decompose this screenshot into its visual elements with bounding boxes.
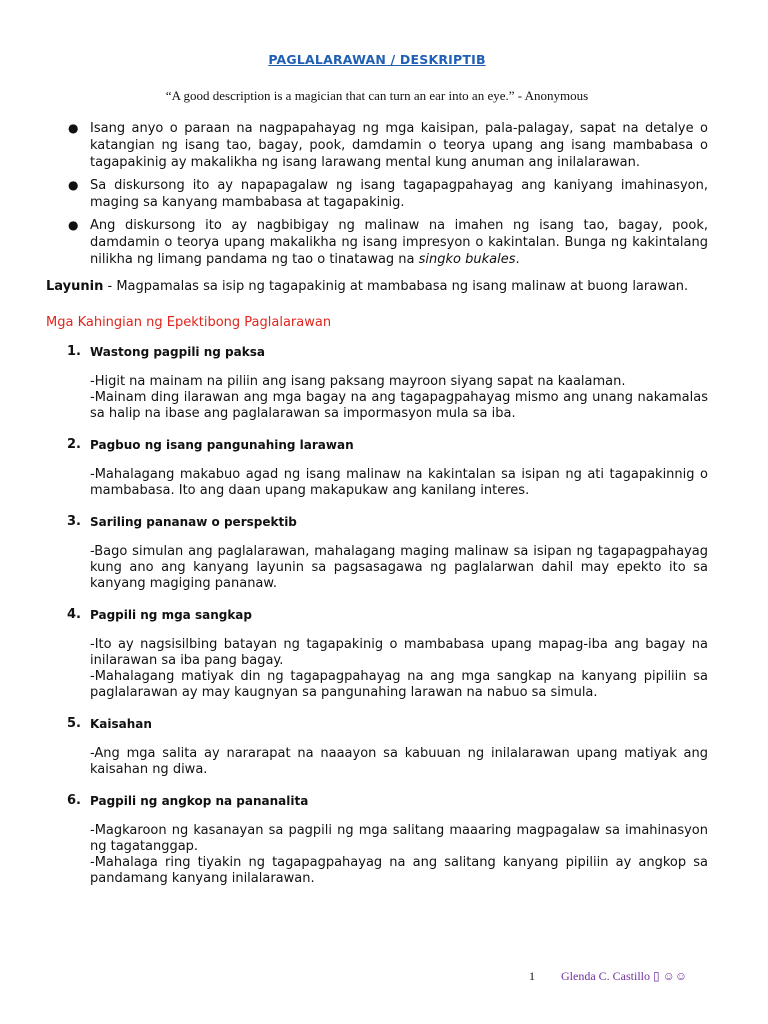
bullet-text: Ang diskursong ito ay nagbibigay ng malinaw na imahen ng isang tao, bagay, pook, damdamin o teorya upang makalikha ng isang impresyon o kakintalan. Bunga ng kakintalang nilikha ng limang pandama ng tao o tinatawag na [90,218,708,267]
requirement-heading [46,345,708,359]
definition-bullet-list [46,120,708,268]
objective-label: Layunin [46,279,104,294]
bullet-icon: ● [68,218,79,232]
requirement-title: Pagpili ng angkop na pananalita [90,794,309,808]
bullet-item [46,120,708,171]
requirement-item [46,345,708,422]
bullet-text: Isang anyo o paraan na nagpapahayag ng mga kaisipan, pala-palagay, sapat na detalye o katangian ng isang tao, bagay, pook, damdamin o teorya upang ang isang mambabasa o tagapakinig ay makalikha ng isang larawang mental kung anuman ang inilalarawan. [90,121,708,170]
requirement-heading [46,608,708,622]
bullet-text: Sa diskursong ito ay napapagalaw ng isang tagapagpahayag ang kaniyang imahinasyon, maging sa kanyang mambabasa at tagapakinig. [90,178,708,210]
requirement-item [46,717,708,778]
requirement-paragraph: -Mahalagang matiyak din ng tagapagpahayag na ang mga sangkap na kanyang pipiliin sa paglalarawan ay may kaugnyan sa pangunahing larawan na nabuo sa simula. [90,669,708,700]
bullet-icon: ● [68,121,79,135]
requirement-number: 4. [67,607,81,622]
epigraph-quote: “A good description is a magician that can turn an ear into an eye.” - Anonymous [165,88,589,103]
requirement-number: 1. [67,344,81,359]
requirement-item [46,608,708,701]
requirement-body [46,544,708,592]
requirement-paragraph: -Mahalaga ring tiyakin ng tagapagpahayag na ang salitang kanyang pipiliin ay angkop sa pandamang kanyang inilalarawan. [90,855,708,886]
requirement-paragraph: -Higit na mainam na piliin ang isang paksang mayroon siyang sapat na kaalaman. [90,374,626,389]
requirement-number: 3. [67,514,81,529]
requirement-number: 6. [67,793,81,808]
section-heading: Mga Kahingian ng Epektibong Paglalarawan [46,315,332,330]
requirement-heading [46,717,708,731]
bullet-item [46,177,708,211]
requirement-item [46,438,708,499]
requirement-paragraph: -Mainam ding ilarawan ang mga bagay na ang tagapagpahayag mismo ang unang nakamalas sa halip na ibase ang paglalarawan sa impormasyon mula sa iba. [90,390,708,421]
requirement-body [46,467,708,499]
requirement-paragraph: -Ito ay nagsisilbing batayan ng tagapakinig o mambabasa upang mapag-iba ang bagay na inilarawan sa iba pang bagay. [90,637,708,668]
document-page [46,52,708,903]
page-number: 1 [529,969,535,983]
requirements-list [46,345,708,887]
requirement-paragraph: -Mahalagang makabuo agad ng isang malinaw na kakintalan sa isipan ng ati tagapakinnig o mambabasa. Ito ang daan upang makapukaw ang kanilang interes. [90,467,708,498]
requirement-title: Kaisahan [90,717,152,731]
requirement-title: Wastong pagpili ng paksa [90,345,265,359]
objective-paragraph [46,278,708,295]
requirement-body [46,823,708,887]
objective-text: - Magpamalas sa isip ng tagapakinig at mambabasa ng isang malinaw at buong larawan. [103,279,689,294]
requirement-body [46,637,708,701]
requirement-body [46,374,708,422]
requirement-paragraph: -Bago simulan ang paglalarawan, mahalagang maging malinaw sa isipan ng tagapagpahayag kung ano ang kanyang layunin sa pagsasagawa ng paglalarwan dahil may epekto ito sa kanyang magiging pananaw. [90,544,708,591]
requirement-number: 2. [67,437,81,452]
bullet-italic-term: singko bukales [418,252,516,267]
requirement-body [46,746,708,778]
requirement-title: Sariling pananaw o perspektib [90,515,297,529]
requirement-paragraph: -Magkaroon ng kasanayan sa pagpili ng mga salitang maaaring magpagalaw sa imahinasyon ng tagatanggap. [90,823,708,854]
author-name: Glenda C. Castillo ▯ ☺☺ [561,969,688,983]
requirement-heading [46,438,708,452]
requirement-number: 5. [67,716,81,731]
bullet-text-end: . [515,252,520,267]
bullet-icon: ● [68,178,79,192]
requirement-title: Pagbuo ng isang pangunahing larawan [90,438,354,452]
requirement-item [46,794,708,887]
requirement-item [46,515,708,592]
bullet-item [46,217,708,268]
requirement-heading [46,515,708,529]
page-footer [0,969,768,989]
requirement-heading [46,794,708,808]
requirement-title: Pagpili ng mga sangkap [90,608,252,622]
requirement-paragraph: -Ang mga salita ay nararapat na naaayon sa kabuuan ng inilalarawan upang matiyak ang kaisahan ng diwa. [90,746,708,777]
document-title: PAGLALARAWAN / DESKRIPTIB [268,52,486,67]
